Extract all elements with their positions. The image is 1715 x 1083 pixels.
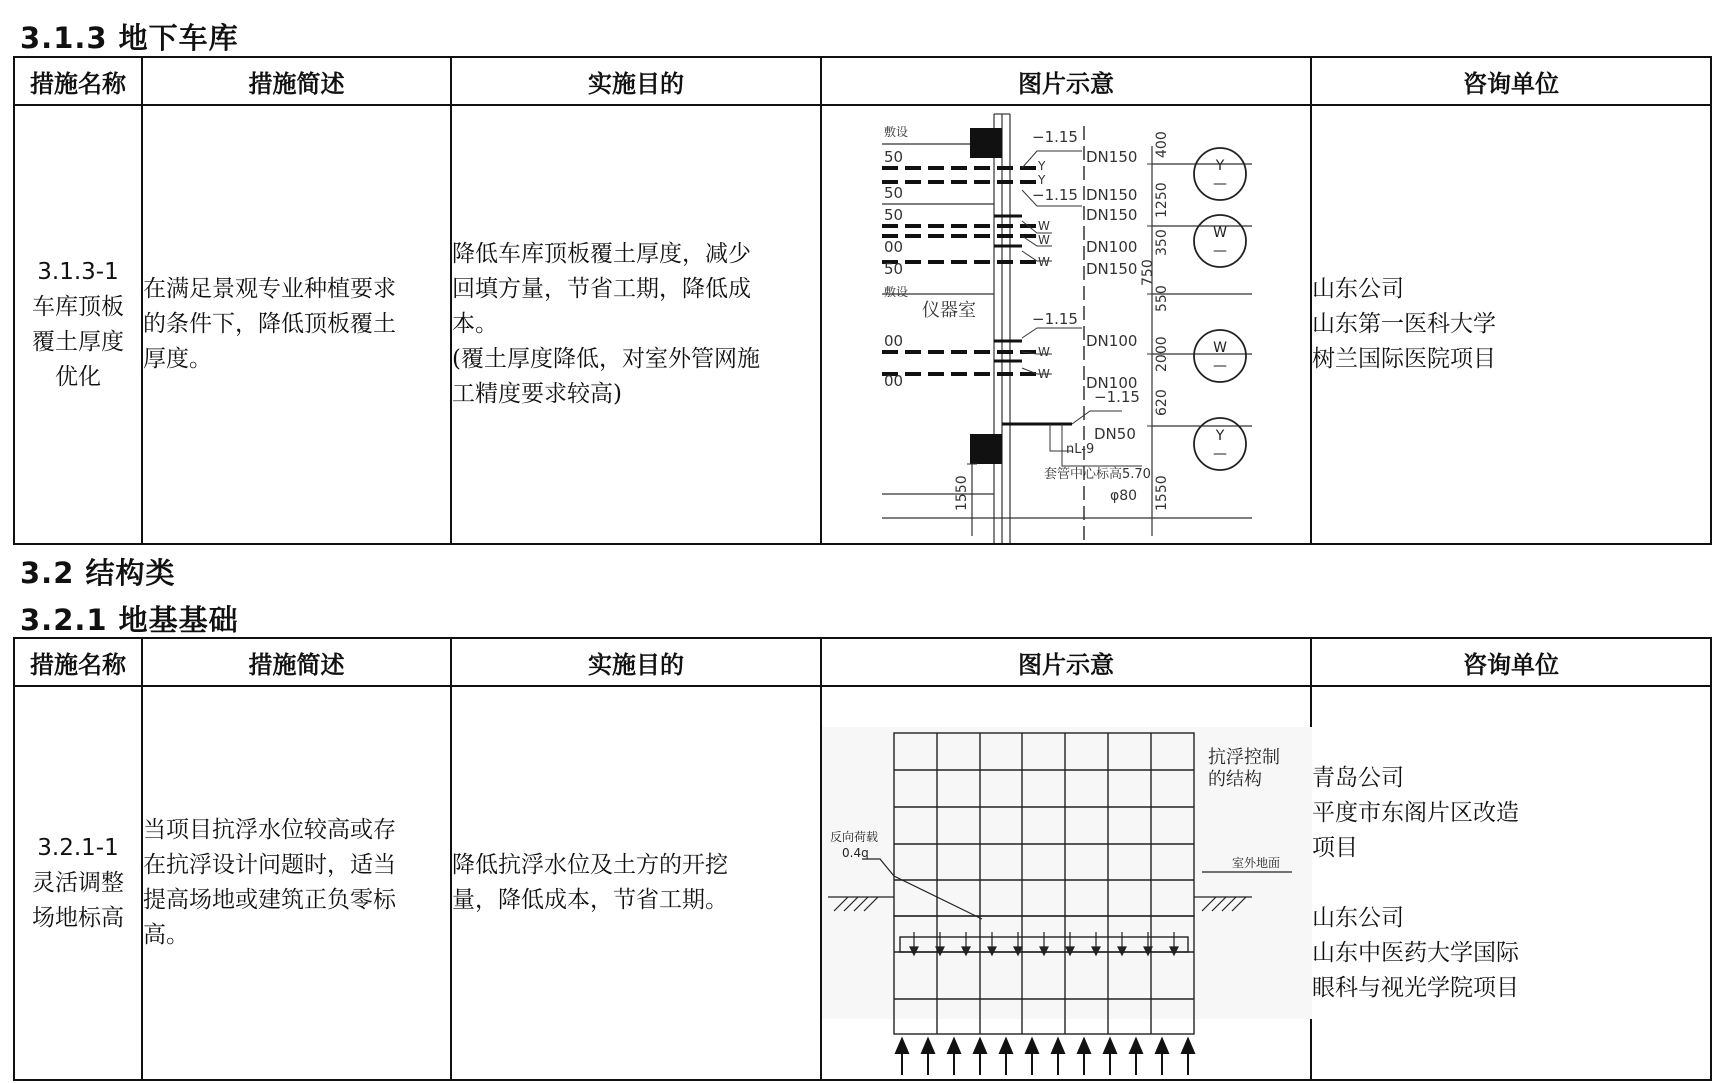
purpose-line: 降低抗浮水位及土方的开挖 xyxy=(452,852,728,878)
drawing-label: 50 xyxy=(884,148,904,166)
col-header-consulting-unit: 咨询单位 xyxy=(1311,638,1711,686)
unit-line: 眼科与视光学院项目 xyxy=(1312,974,1519,1001)
drawing-label: DN150 xyxy=(1086,186,1138,204)
unit-line: 项目 xyxy=(1312,834,1358,861)
circle-code: — xyxy=(1213,358,1227,374)
col-header-purpose: 实施目的 xyxy=(451,57,821,105)
drawing-label: DN150 xyxy=(1086,206,1138,224)
summary-line: 在抗浮设计问题时，适当 xyxy=(143,852,396,878)
purpose-cell xyxy=(451,686,821,1080)
col-header-purpose: 实施目的 xyxy=(451,638,821,686)
drawing-label: 50 xyxy=(884,206,904,224)
drawing-label: nL-9 xyxy=(1066,442,1095,457)
purpose-line: 回填方量，节省工期，降低成 xyxy=(452,276,751,302)
buoyancy-arrows xyxy=(896,1039,1194,1075)
pipe-symbol-circle xyxy=(1194,148,1246,200)
measure-name-line: 灵活调整 xyxy=(32,869,124,896)
drawing-label: −1.15 xyxy=(1032,310,1078,328)
unit-line: 山东公司 xyxy=(1312,276,1404,302)
col-header-measure-summary: 措施简述 xyxy=(142,57,451,105)
dimension-label: 620 xyxy=(1154,389,1170,416)
circle-code: Y xyxy=(1215,158,1225,174)
table-header-row xyxy=(14,57,1711,105)
load-label: 0.4q xyxy=(842,846,869,860)
measure-name-cell xyxy=(14,105,142,544)
table-header-row xyxy=(14,638,1711,686)
dimension-label: 350 xyxy=(1154,229,1170,256)
summary-line: 高。 xyxy=(143,922,189,948)
purpose-cell xyxy=(451,105,821,544)
dimension-label: 2000 xyxy=(1154,336,1170,372)
drawing-label: DN100 xyxy=(1086,332,1138,350)
unit-line: 青岛公司 xyxy=(1312,764,1404,791)
drawing-label: Y xyxy=(1038,159,1046,173)
drawing-title: 抗浮控制 xyxy=(1208,747,1280,768)
circle-code: W xyxy=(1213,340,1227,356)
table-row xyxy=(14,105,1711,544)
unit-line: 树兰国际医院项目 xyxy=(1312,346,1496,372)
illustration-cell xyxy=(821,686,1311,1080)
drawing-label: 敷设 xyxy=(884,125,909,139)
summary-line: 当项目抗浮水位较高或存 xyxy=(143,817,396,843)
purpose-line: 降低车库顶板覆土厚度，减少 xyxy=(452,241,751,267)
drawing-label: W xyxy=(1038,233,1050,247)
drawing-label: 00 xyxy=(884,238,904,256)
col-header-illustration: 图片示意 xyxy=(821,57,1311,105)
circle-code: — xyxy=(1213,176,1227,192)
pipe-sleeve-block xyxy=(970,434,1002,464)
drawing-label: DN150 xyxy=(1086,260,1138,278)
measure-name-line: 车库顶板 xyxy=(32,293,124,320)
col-header-measure-name: 措施名称 xyxy=(14,57,142,105)
purpose-line: 量，降低成本，节省工期。 xyxy=(452,887,728,913)
drawing-label: −1.15 xyxy=(1094,388,1140,406)
unit-line xyxy=(1312,866,1710,901)
ground-label: 室外地面 xyxy=(1232,856,1281,870)
unit-line: 山东第一医科大学 xyxy=(1312,311,1496,337)
table-row xyxy=(14,686,1711,1080)
measure-summary-cell xyxy=(142,686,451,1080)
drawing-label: DN150 xyxy=(1086,148,1138,166)
dimension-label: 750 xyxy=(1140,259,1156,286)
consulting-unit-cell xyxy=(1311,105,1711,544)
dimension-label: 1550 xyxy=(1154,475,1170,511)
drawing-label: −1.15 xyxy=(1032,186,1078,204)
drawing-title: 的结构 xyxy=(1208,769,1262,790)
col-header-consulting-unit: 咨询单位 xyxy=(1311,57,1711,105)
drawing-label: DN100 xyxy=(1086,238,1138,256)
drawing-label: 仪器室 xyxy=(922,300,976,321)
circle-code: — xyxy=(1213,446,1227,462)
summary-line: 厚度。 xyxy=(143,346,212,372)
measure-name-line: 3.1.3-1 xyxy=(37,258,119,285)
purpose-line: 工精度要求较高) xyxy=(452,381,622,407)
col-header-illustration: 图片示意 xyxy=(821,638,1311,686)
measure-name-cell xyxy=(14,686,142,1080)
measure-name-line: 优化 xyxy=(55,363,101,390)
circle-code: Y xyxy=(1215,428,1225,444)
table-underground-garage xyxy=(13,56,1712,545)
drawing-label: −1.15 xyxy=(1032,128,1078,146)
illustration-cell xyxy=(821,105,1311,544)
drawing-label: W xyxy=(1038,255,1050,269)
pipe-sleeve-block xyxy=(970,128,1002,158)
drawing-label: 00 xyxy=(884,372,904,390)
purpose-line: 本。 xyxy=(452,311,498,337)
dimension-label: 550 xyxy=(1154,285,1170,312)
unit-line: 山东中医药大学国际 xyxy=(1312,939,1519,966)
drawing-label: W xyxy=(1038,219,1050,233)
section-heading-foundation: 3.2.1 地基基础 xyxy=(20,603,239,637)
drawing-label: φ80 xyxy=(1110,488,1138,504)
pipe-symbol-circle xyxy=(1194,215,1246,267)
dimension-label: 400 xyxy=(1154,131,1170,158)
dimension-label: 1250 xyxy=(1154,182,1170,218)
table-foundation xyxy=(13,637,1712,1081)
measure-name-line: 覆土厚度 xyxy=(32,328,124,355)
measure-name-line: 场地标高 xyxy=(32,904,124,931)
drawing-label: DN100 xyxy=(1086,374,1138,392)
unit-line: 平度市东阁片区改造 xyxy=(1312,799,1519,826)
anti-float-structure-drawing xyxy=(822,687,1312,1079)
section-heading-structure: 3.2 结构类 xyxy=(20,556,176,590)
drawing-label: 00 xyxy=(884,332,904,350)
drawing-label: W xyxy=(1038,345,1050,359)
drawing-label: 50 xyxy=(884,184,904,202)
summary-line: 的条件下，降低顶板覆土 xyxy=(143,311,396,337)
measure-name-line: 3.2.1-1 xyxy=(37,834,119,861)
circle-code: W xyxy=(1213,225,1227,241)
drawing-label: 敷设 xyxy=(884,285,909,299)
consulting-unit-cell xyxy=(1311,686,1711,1080)
pipe-symbol-circle xyxy=(1194,330,1246,382)
drawing-label: W xyxy=(1038,367,1050,381)
summary-line: 在满足景观专业种植要求 xyxy=(143,276,396,302)
unit-line: 山东公司 xyxy=(1312,904,1404,931)
purpose-line: (覆土厚度降低，对室外管网施 xyxy=(452,346,760,372)
summary-line: 提高场地或建筑正负零标 xyxy=(143,887,396,913)
drawing-label: Y xyxy=(1038,173,1046,187)
drawing-label: DN50 xyxy=(1094,425,1136,443)
measure-summary-cell xyxy=(142,105,451,544)
col-header-measure-summary: 措施简述 xyxy=(142,638,451,686)
drawing-label: 套管中心标高5.70 xyxy=(1044,467,1151,482)
section-heading-underground-garage: 3.1.3 地下车库 xyxy=(20,21,239,55)
dimension-label: 1550 xyxy=(954,475,970,511)
load-label: 反向荷载 xyxy=(830,830,879,844)
drawing-label: 50 xyxy=(884,260,904,278)
col-header-measure-name: 措施名称 xyxy=(14,638,142,686)
pipe-section-drawing xyxy=(822,106,1312,543)
circle-code: — xyxy=(1213,243,1227,259)
